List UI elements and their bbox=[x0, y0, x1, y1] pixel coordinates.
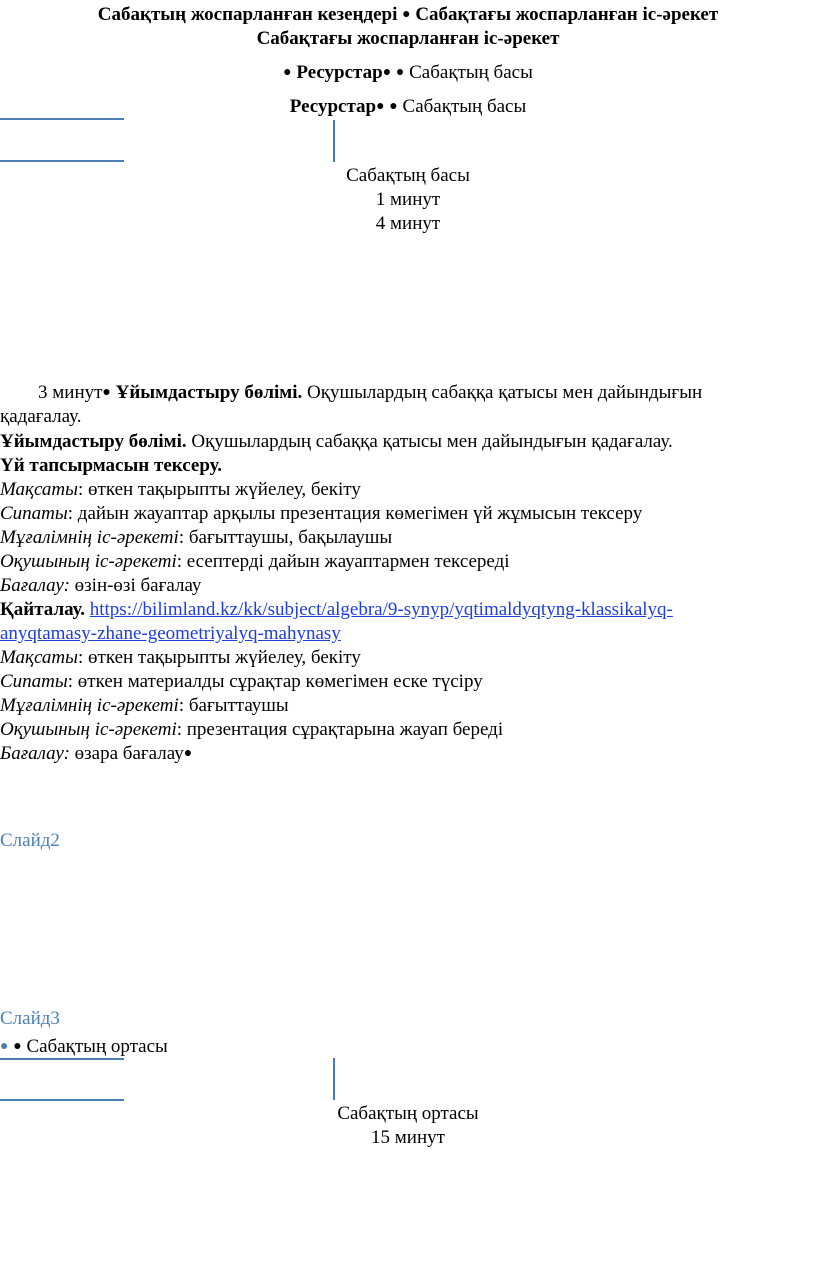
review-teacher bbox=[0, 694, 289, 718]
divider-line bbox=[0, 118, 124, 120]
bilimland-link[interactable]: https://bilimland.kz/kk/subject/algebra/9-synyp/yqtimaldyqtyng-klassikalyq- bbox=[89, 599, 673, 620]
header-activities-2: Сабақтағы жоспарланған іс-әрекет bbox=[256, 28, 560, 49]
review-line-2 bbox=[0, 622, 341, 646]
review-title: Қайталау. bbox=[0, 599, 85, 620]
slide-3-label: Слайд3 bbox=[0, 1008, 60, 1029]
middle-time: 15 минут bbox=[371, 1127, 445, 1148]
divider-line bbox=[0, 160, 124, 162]
org-line-1 bbox=[38, 381, 702, 405]
header-stages: Сабақтың жоспарланған кезеңдері bbox=[97, 4, 398, 25]
bullet-icon: ● bbox=[0, 1039, 9, 1054]
student-text: : презентация сұрақтарына жауап береді bbox=[176, 719, 504, 740]
header-line-4 bbox=[0, 96, 816, 118]
start-time-2: 4 минут bbox=[375, 213, 441, 234]
bullet-icon: ● bbox=[376, 99, 385, 114]
homework-teacher bbox=[0, 526, 392, 550]
header-line-1 bbox=[0, 4, 816, 26]
assess-label: Бағалау: bbox=[0, 743, 70, 764]
bullet-icon: ● bbox=[395, 65, 405, 80]
type-text: : дайын жауаптар арқылы презентация көмегімен үй жұмысын тексеру bbox=[67, 503, 643, 524]
assess-text: өзін-өзі бағалау bbox=[69, 575, 202, 596]
org-title-2: Ұйымдастыру бөлімі. bbox=[0, 431, 187, 452]
header-activities: Сабақтағы жоспарланған іс-әрекет bbox=[415, 4, 719, 25]
teacher-text: : бағыттаушы, бақылаушы bbox=[178, 527, 393, 548]
header-line-2 bbox=[0, 28, 816, 50]
goal-label: Мақсаты bbox=[0, 479, 78, 500]
homework-assess bbox=[0, 574, 201, 598]
resources-label-2: Ресурстар bbox=[289, 96, 377, 117]
homework-student bbox=[0, 550, 510, 574]
review-type bbox=[0, 670, 483, 694]
bullet-icon: ● bbox=[102, 385, 111, 400]
homework-title: Үй тапсырмасын тексеру. bbox=[0, 455, 223, 476]
goal-label: Мақсаты bbox=[0, 647, 78, 668]
bilimland-link-cont[interactable]: anyqtamasy-zhane-geometriyalyq-mahynasy bbox=[0, 623, 341, 644]
student-text: : есептерді дайын жауаптармен тексереді bbox=[176, 551, 510, 572]
divider-line bbox=[0, 1058, 124, 1060]
type-text: : өткен материалды сұрақтар көмегімен еске түсіру bbox=[67, 671, 483, 692]
teacher-label: Мұғалімнің іс-әрекеті bbox=[0, 527, 179, 548]
bullet-icon: ● bbox=[183, 746, 193, 761]
org-title: Ұйымдастыру бөлімі. bbox=[115, 382, 303, 403]
review-student bbox=[0, 718, 503, 742]
goal-text: : өткен тақырыпты жүйелеу, бекіту bbox=[77, 647, 361, 668]
middle-bullet-line bbox=[0, 1035, 168, 1059]
assess-label: Бағалау: bbox=[0, 575, 70, 596]
review-line-1 bbox=[0, 598, 673, 622]
bullet-icon: ● bbox=[389, 99, 398, 114]
vertical-divider bbox=[333, 120, 335, 162]
type-label: Сипаты bbox=[0, 671, 68, 692]
homework-goal bbox=[0, 478, 361, 502]
resources-label: Ресурстар bbox=[296, 62, 383, 83]
middle-label: Сабақтың ортасы bbox=[26, 1036, 168, 1057]
org-lead-time: 3 минут bbox=[38, 382, 103, 403]
review-assess bbox=[0, 742, 192, 766]
lesson-start-label-2: Сабақтың басы bbox=[402, 96, 527, 117]
lesson-start-label: Сабақтың басы bbox=[409, 62, 533, 83]
start-title: Сабақтың басы bbox=[346, 165, 470, 186]
bullet-icon: ● bbox=[283, 65, 292, 80]
student-label: Оқушының іс-әрекеті bbox=[0, 551, 177, 572]
bullet-icon: ● bbox=[402, 7, 411, 22]
teacher-text: : бағыттаушы bbox=[178, 695, 289, 716]
middle-title: Сабақтың ортасы bbox=[337, 1103, 479, 1124]
org-line-1-cont: қадағалау. bbox=[0, 406, 82, 427]
header-line-3 bbox=[0, 62, 816, 84]
type-label: Сипаты bbox=[0, 503, 68, 524]
start-time-1: 1 минут bbox=[375, 189, 441, 210]
homework-type bbox=[0, 502, 642, 526]
org-text: Оқушылардың сабаққа қатысы мен дайындығын bbox=[307, 382, 703, 403]
slide-2-label: Слайд2 bbox=[0, 830, 60, 851]
bullet-icon: ● bbox=[13, 1039, 22, 1054]
org-text-2: Оқушылардың сабаққа қатысы мен дайындығын қадағалау. bbox=[191, 431, 673, 452]
divider-line bbox=[0, 1099, 124, 1101]
assess-text: өзара бағалау bbox=[69, 743, 184, 764]
teacher-label: Мұғалімнің іс-әрекеті bbox=[0, 695, 179, 716]
goal-text: : өткен тақырыпты жүйелеу, бекіту bbox=[77, 479, 361, 500]
vertical-divider bbox=[333, 1058, 335, 1100]
bullet-icon: ● bbox=[382, 65, 392, 80]
student-label: Оқушының іс-әрекеті bbox=[0, 719, 177, 740]
org-line-2 bbox=[0, 430, 673, 454]
review-goal bbox=[0, 646, 361, 670]
